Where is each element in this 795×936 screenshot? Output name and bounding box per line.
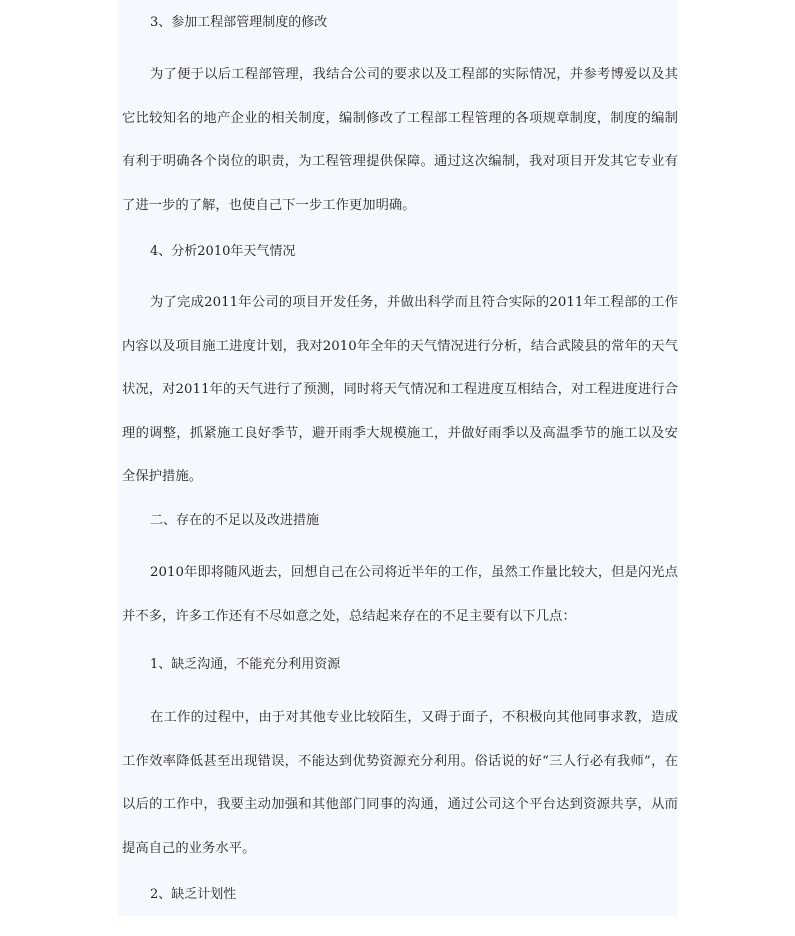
section-3-paragraph: 为了便于以后工程部管理，我结合公司的要求以及工程部的实际情况，并参考博爱以及其它比较知名的地产企业的相关制度，编制修改了工程部工程管理的各项规章制度，制度的编制有利于明确各个岗位的职责，为工程管理提供保障。通过这次编制，我对项目开发其它专业有了进一步的了解，也使自己下一步工作更加明确。 — [122, 67, 678, 213]
point-1-paragraph: 在工作的过程中，由于对其他专业比较陌生，又碍于面子，不积极向其他同事求教，造成工作效率降低甚至出现错误，不能达到优势资源充分利用。俗话说的好“三人行必有我师”，在以后的工作中，我要主动加强和其他部门同事的沟通，通过公司这个平台达到资源共享，从而提高自己的业务水平。 — [122, 710, 678, 856]
part-2-heading: 二、存在的不足以及改进措施 — [150, 513, 320, 528]
point-2-heading: 2、缺乏计划性 — [150, 887, 237, 902]
part-2-paragraph: 2010年即将随风逝去，回想自己在公司将近半年的工作，虽然工作量比较大，但是闪光点并不多，许多工作还有不尽如意之处，总结起来存在的不足主要有以下几点： — [122, 565, 678, 624]
section-4-paragraph: 为了完成2011年公司的项目开发任务，并做出科学而且符合实际的2011年工程部的工作内容以及项目施工进度计划，我对2010年全年的天气情况进行分析，结合武陵县的常年的天气状况，对2011年的天气进行了预测，同时将天气情况和工程进度互相结合，对工程进度进行合理的调整，抓紧施工良好季节，避开雨季大规模施工，并做好雨季以及高温季节的施工以及安全保护措施。 — [122, 295, 678, 484]
point-1-heading: 1、缺乏沟通，不能充分利用资源 — [150, 657, 341, 672]
section-3-heading: 3、参加工程部管理制度的修改 — [150, 15, 328, 30]
document-page — [118, 0, 678, 916]
section-4-heading: 4、分析2010年天气情况 — [150, 244, 296, 259]
